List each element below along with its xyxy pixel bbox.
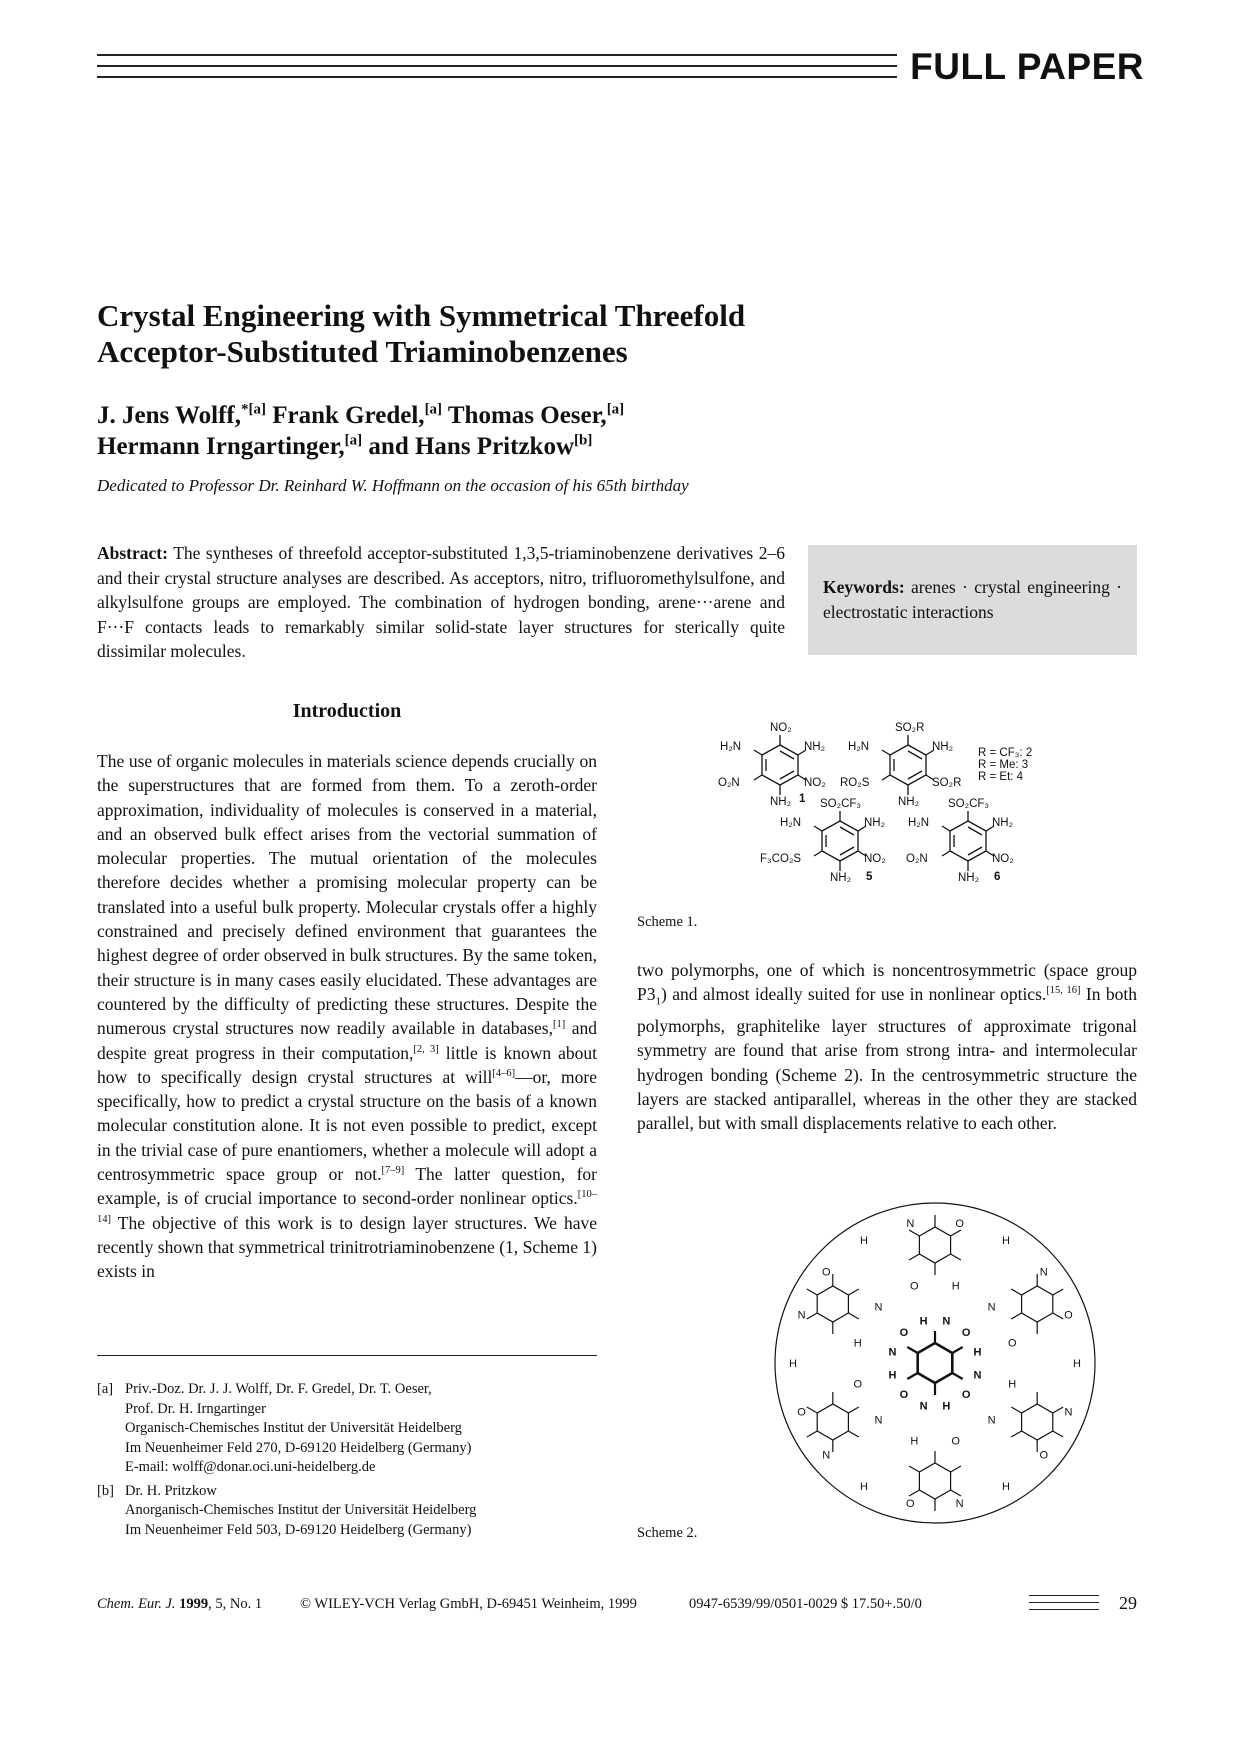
atom-label: N xyxy=(987,1414,996,1427)
substituent-label: NH₂ xyxy=(932,741,954,753)
author-line-1 xyxy=(97,400,997,431)
title-line-1: Crystal Engineering with Symmetrical Threefold xyxy=(97,298,746,333)
text-run: The use of organic molecules in materials science depends crucially on the superstructures that are formed from them. To a zeroth-order approximation, individuality of molecules is conserved in a material, and an observed bulk effect arises from the vectorial summation of molecular properties. The mutual orientation of the molecules therefore decides whether a promising molecular property can be translated into a useful bulk property. Molecular crystals offer a highly constrained and precisely defined environment that guarantees the highest degree of order observed in bulk structures. By the same token, their structure is in many cases easily elucidated. These advantages are countered by the difficulty of predicting these structures. Despite the numerous crystal structures now readily available in databases, xyxy=(97,751,597,1039)
atom-label: N xyxy=(888,1346,897,1359)
substituent-label: H₂N xyxy=(720,741,742,753)
keywords-text: arenes · crystal engineering · electrostatic interactions xyxy=(823,577,1122,622)
citation[interactable]: [2, 3] xyxy=(413,1043,439,1055)
atom-label: H xyxy=(1008,1378,1017,1391)
substituent-label: SO₂CF₃ xyxy=(820,798,862,810)
benzene-ring xyxy=(919,1463,950,1499)
atom-label: H xyxy=(942,1400,951,1413)
bond xyxy=(909,1490,919,1496)
keywords-label: Keywords: xyxy=(823,577,905,597)
author-affil: [a] xyxy=(344,432,363,449)
atom-label: O xyxy=(797,1406,806,1419)
atom-label: N xyxy=(906,1218,915,1231)
author-name: Hermann Irngartinger, xyxy=(97,433,345,460)
affiliation-tag: [a] xyxy=(97,1381,114,1397)
affiliation-a xyxy=(97,1380,597,1478)
scheme-2-caption: Scheme 2. xyxy=(637,1525,698,1541)
atom-label: H xyxy=(1002,1480,1010,1493)
scheme-2-hydrogen-bond-layer xyxy=(750,1195,1120,1530)
affiliation-line: Organisch-Chemisches Institut der Universität Heidelberg xyxy=(125,1420,462,1436)
atom-label: O xyxy=(906,1497,915,1510)
journal-volume: , 5, No. 1 xyxy=(208,1596,263,1612)
text-run: The latter question, for example, is of crucial importance to second-order nonlinear optics. xyxy=(97,1164,597,1209)
substituent-label: O₂N xyxy=(718,777,740,789)
bond xyxy=(1053,1313,1063,1319)
atom-label: O xyxy=(910,1280,919,1293)
atom-label: H xyxy=(951,1280,960,1293)
bond xyxy=(848,1313,858,1319)
author-line-2 xyxy=(97,431,997,462)
bond xyxy=(848,1407,858,1413)
text-run: two polymorphs, one of which is noncentrosymmetric (space group P3 xyxy=(637,960,1137,1005)
atom-label: O xyxy=(951,1435,960,1448)
abstract-label: Abstract: xyxy=(97,543,168,563)
bond xyxy=(1011,1407,1021,1413)
right-column xyxy=(637,958,1137,1136)
substituent-label: SO₂CF₃ xyxy=(948,798,990,810)
affiliation-email[interactable]: E-mail: wolff@donar.oci.uni-heidelberg.de xyxy=(125,1459,376,1475)
substituent-label: NH₂ xyxy=(958,872,980,884)
substituent-label: NH₂ xyxy=(804,741,826,753)
atom-label: N xyxy=(1064,1406,1073,1419)
atom-label: O xyxy=(853,1378,863,1391)
citation[interactable]: [7–9] xyxy=(381,1165,405,1177)
atom-label: H xyxy=(860,1480,868,1493)
atom-label: N xyxy=(987,1301,996,1314)
bond xyxy=(952,1373,962,1379)
atom-label: N xyxy=(919,1400,928,1413)
bond xyxy=(952,1347,962,1353)
substituent-label: NH₂ xyxy=(992,817,1014,829)
abstract xyxy=(97,541,785,664)
text-run: The objective of this work is to design layer structures. We have recently shown that symmetrical trinitrotriaminobenzene (1, Scheme 1) exists in xyxy=(97,1212,597,1282)
substituent-label: NO₂ xyxy=(864,853,886,865)
atom-label: O xyxy=(1007,1337,1017,1350)
bond xyxy=(1053,1289,1063,1295)
text-run: —or, more specifically, how to predict a crystal structure on the basis of a known molecular constitution alone. It is not even possible to predict, except in the trivial case of pure enantiomers, whether a molecule will adopt a centrosymmetric space group or not. xyxy=(97,1066,597,1185)
bond xyxy=(907,1347,917,1353)
bond xyxy=(1011,1313,1021,1319)
footnote-rule xyxy=(97,1355,597,1356)
substituent-label: H₂N xyxy=(780,817,802,829)
author-list xyxy=(97,400,997,462)
atom-label: N xyxy=(822,1449,831,1462)
page-number-rule xyxy=(1029,1593,1099,1611)
citation[interactable]: [10–14] xyxy=(97,1189,597,1225)
bond xyxy=(807,1407,817,1413)
author-name: J. Jens Wolff, xyxy=(97,402,241,429)
compound-number: 1 xyxy=(799,793,806,805)
text-run: In both polymorphs, graphitelike layer structures of approximate trigonal symmetry are found that arise from strong intra- and intermolecular hydrogen bonding (Scheme 2). In the centrosymmetric structure the layers are stacked antiparallel, whereas in the other they are stacked parallel, but with small displacements relative to each other. xyxy=(637,984,1137,1134)
substituent-label: H₂N xyxy=(848,741,870,753)
affiliation-tag: [b] xyxy=(97,1482,114,1499)
journal-citation xyxy=(97,1596,262,1613)
atom-label: H xyxy=(789,1358,797,1370)
benzene-ring xyxy=(817,1404,848,1440)
atom-label: O xyxy=(961,1326,971,1339)
author-name: Thomas Oeser, xyxy=(447,402,607,429)
scheme-1-structures xyxy=(700,708,1120,908)
atom-label: O xyxy=(1064,1309,1073,1322)
affiliation-b xyxy=(97,1482,597,1541)
journal-name: Chem. Eur. J. xyxy=(97,1596,176,1612)
bond xyxy=(907,1373,917,1379)
body-paragraph xyxy=(637,958,1137,1136)
atom-label: H xyxy=(860,1235,868,1248)
atom-label: O xyxy=(821,1266,831,1279)
substituent-label: NO₂ xyxy=(992,853,1014,865)
affiliation-line: Anorganisch-Chemisches Institut der Universität Heidelberg xyxy=(125,1502,477,1518)
citation[interactable]: [4–6] xyxy=(492,1068,516,1080)
bond xyxy=(909,1466,919,1472)
substituent-label: NO₂ xyxy=(770,722,792,734)
bond xyxy=(951,1466,961,1472)
author-affil: [a] xyxy=(424,401,443,418)
benzene-ring xyxy=(1022,1286,1053,1322)
bond xyxy=(807,1431,817,1437)
atom-label: N xyxy=(955,1497,964,1510)
affiliation-line: Prof. Dr. H. Irngartinger xyxy=(125,1400,266,1417)
author-name: Frank Gredel, xyxy=(272,402,425,429)
abstract-text: The syntheses of threefold acceptor-substituted 1,3,5-triaminobenzene derivatives 2–6 and their crystal structure analyses are described. As acceptors, nitro, trifluoromethylsulfone, and alkylsulfone groups are employed. The combination of hydrogen bonding, arene···arene and F···F contacts leads to remarkably similar solid-state layer structures for sterically quite dissimilar molecules. xyxy=(97,543,785,661)
page-number: 29 xyxy=(1119,1593,1137,1613)
substituent-label: NH₂ xyxy=(830,872,852,884)
text-run: ) and almost ideally suited for use in nonlinear optics. xyxy=(660,984,1047,1005)
atom-label: N xyxy=(942,1315,951,1328)
bond xyxy=(1011,1431,1021,1437)
introduction-paragraph xyxy=(97,749,597,1284)
text-run: and despite great progress in their computation, xyxy=(97,1018,597,1063)
atom-label: H xyxy=(919,1315,928,1328)
affiliation-line: Priv.-Doz. Dr. J. J. Wolff, Dr. F. Gredel, Dr. T. Oeser, xyxy=(125,1381,432,1397)
bond xyxy=(951,1254,961,1260)
affiliation-line: Dr. H. Pritzkow xyxy=(125,1482,217,1499)
compound-number: 6 xyxy=(994,871,1001,883)
substituent-label: F₃CO₂S xyxy=(760,853,802,865)
atom-label: N xyxy=(973,1369,982,1382)
atom-label: O xyxy=(899,1389,909,1402)
substituent-label: NO₂ xyxy=(804,777,826,789)
substituent-label: SO₂R xyxy=(932,777,962,789)
text-run: little is known about how to specifically design crystal structures at will xyxy=(97,1042,597,1087)
atom-label: H xyxy=(888,1369,897,1382)
atom-label: H xyxy=(1073,1358,1081,1370)
substituent-label: NH₂ xyxy=(864,817,886,829)
substituent-label: RO₂S xyxy=(840,777,870,789)
atom-label: N xyxy=(874,1414,883,1427)
compound-number: 5 xyxy=(866,871,873,883)
bond xyxy=(807,1289,817,1295)
bond xyxy=(951,1230,961,1236)
substituent-label: NH₂ xyxy=(770,796,792,808)
substituent-label: O₂N xyxy=(906,853,928,865)
atom-label: N xyxy=(874,1301,883,1314)
issn: 0947-6539/99/0501-0029 $ 17.50+.50/0 xyxy=(689,1596,922,1612)
substituent-label: NH₂ xyxy=(898,796,920,808)
bond xyxy=(909,1230,919,1236)
bond xyxy=(909,1254,919,1260)
header-rule xyxy=(97,54,897,82)
substituent-label: H₂N xyxy=(908,817,930,829)
substituent-legend: R = Et: 4 xyxy=(978,771,1024,783)
citation[interactable]: [15, 16] xyxy=(1046,985,1081,997)
affiliation-line: Im Neuenheimer Feld 503, D-69120 Heidelberg (Germany) xyxy=(125,1521,472,1538)
scheme-1-caption: Scheme 1. xyxy=(637,914,698,930)
keywords-box xyxy=(808,545,1137,655)
title-line-2: Acceptor-Substituted Triaminobenzenes xyxy=(97,334,628,369)
journal-year: 1999 xyxy=(179,1596,209,1612)
atom-label: N xyxy=(1039,1266,1048,1279)
affiliation-line: Im Neuenheimer Feld 270, D-69120 Heidelberg (Germany) xyxy=(125,1439,472,1456)
left-column xyxy=(97,700,597,1284)
bond xyxy=(951,1490,961,1496)
bond xyxy=(1053,1431,1063,1437)
bond xyxy=(1011,1289,1021,1295)
benzene-ring xyxy=(918,1343,953,1383)
atom-label: O xyxy=(961,1389,971,1402)
author-affil: [a] xyxy=(606,401,625,418)
bond xyxy=(848,1431,858,1437)
atom-label: O xyxy=(899,1326,909,1339)
benzene-ring xyxy=(1022,1404,1053,1440)
bond xyxy=(848,1289,858,1295)
atom-label: O xyxy=(1039,1449,1049,1462)
article-title xyxy=(97,298,857,370)
author-affil: *[a] xyxy=(241,401,266,418)
section-heading-introduction: Introduction xyxy=(292,700,402,722)
author-affil: [b] xyxy=(574,432,593,449)
substituent-legend: R = Me: 3 xyxy=(978,759,1029,771)
atom-label: H xyxy=(910,1435,919,1448)
atom-label: H xyxy=(973,1346,982,1359)
substituent-label: SO₂R xyxy=(895,722,925,734)
dedication: Dedicated to Professor Dr. Reinhard W. Hoffmann on the occasion of his 65th birthday xyxy=(97,476,689,495)
affiliations xyxy=(97,1380,597,1544)
copyright: © WILEY-VCH Verlag GmbH, D-69451 Weinheim, 1999 xyxy=(300,1596,637,1612)
atom-label: N xyxy=(797,1309,806,1322)
subscript: 1 xyxy=(655,995,661,1008)
citation[interactable]: [1] xyxy=(552,1019,566,1031)
bond xyxy=(807,1313,817,1319)
atom-label: O xyxy=(955,1218,964,1231)
atom-label: H xyxy=(1002,1235,1010,1248)
bond xyxy=(1053,1407,1063,1413)
benzene-ring xyxy=(919,1227,950,1263)
section-label: FULL PAPER xyxy=(910,46,1144,87)
benzene-ring xyxy=(817,1286,848,1322)
author-name: and Hans Pritzkow xyxy=(368,433,575,460)
substituent-legend: R = CF₃: 2 xyxy=(978,747,1033,759)
atom-label: H xyxy=(853,1337,862,1350)
